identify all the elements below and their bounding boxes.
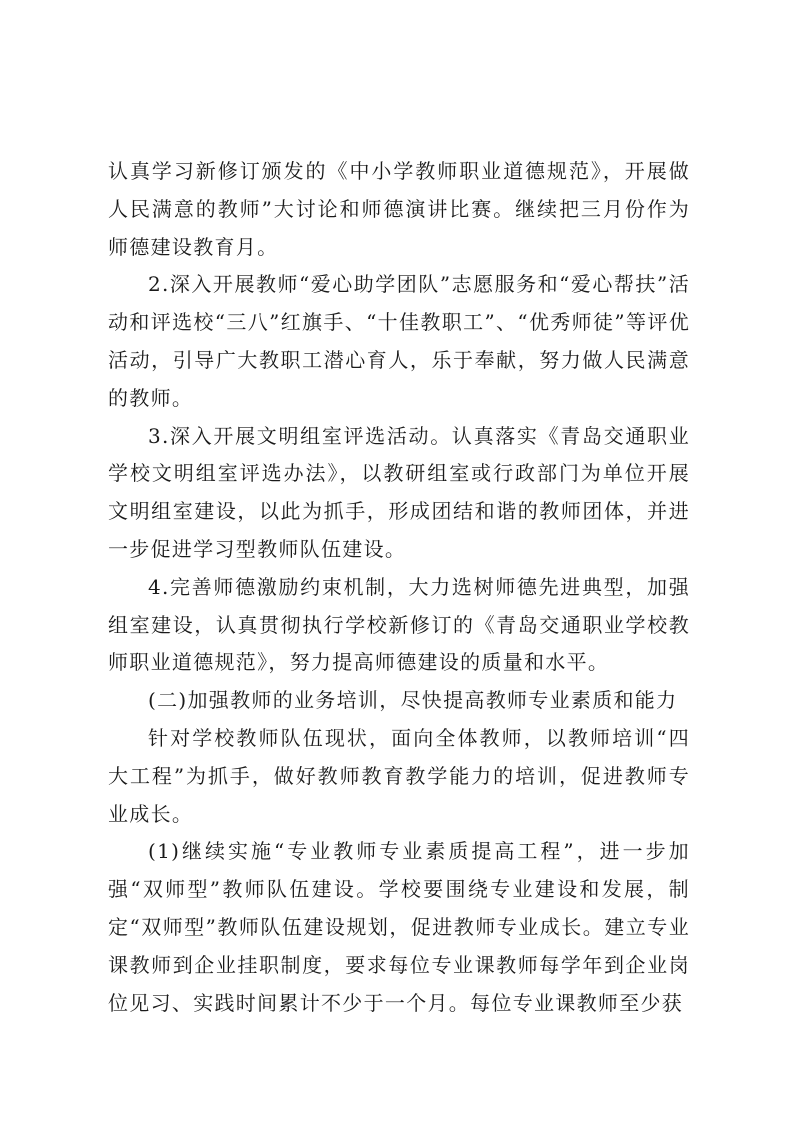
paragraph-intro: 针对学校教师队伍现状，面向全体教师，以教师培训“四大工程”为抓手，做好教师教育教学能力的培训，促进教师专业成长。 xyxy=(108,725,690,826)
paragraph-item-3: 3.深入开展文明组室评选活动。认真落实《青岛交通职业学校文明组室评选办法》，以教研组室或行政部门为单位开展文明组室建设，以此为抓手，形成团结和谐的教师团体，并进一步促进学习型教师队伍建设。 xyxy=(108,423,690,561)
paragraph-item-4: 4.完善师德激励约束机制，大力选树师德先进典型，加强组室建设，认真贯彻执行学校新修订的《青岛交通职业学校教师职业道德规范》，努力提高师德建设的质量和水平。 xyxy=(108,574,690,675)
paragraph-item-2: 2.深入开展教师“爱心助学团队”志愿服务和“爱心帮扶”活动和评选校“三八”红旗手、“十佳教职工”、“优秀师徒”等评优活动，引导广大教职工潜心育人，乐于奉献，努力做人民满意的教师。 xyxy=(108,272,690,410)
paragraph-subitem-1: (1)继续实施“专业教师专业素质提高工程”，进一步加强“双师型”教师队伍建设。学校要围绕专业建设和发展，制定“双师型”教师队伍建设规划，促进教师专业成长。建立专业课教师到企业挂职制度，要求每位专业课教师每学年到企业岗位见习、实践时间累计不少于一个月。每位专业课教师至少获 xyxy=(108,839,690,1015)
document-body xyxy=(108,153,690,1022)
paragraph-continuation: 认真学习新修订颁发的《中小学教师职业道德规范》，开展做人民满意的教师”大讨论和师德演讲比赛。继续把三月份作为师德建设教育月。 xyxy=(108,159,690,259)
section-heading: (二)加强教师的业务培训，尽快提高教师专业素质和能力 xyxy=(148,688,678,713)
